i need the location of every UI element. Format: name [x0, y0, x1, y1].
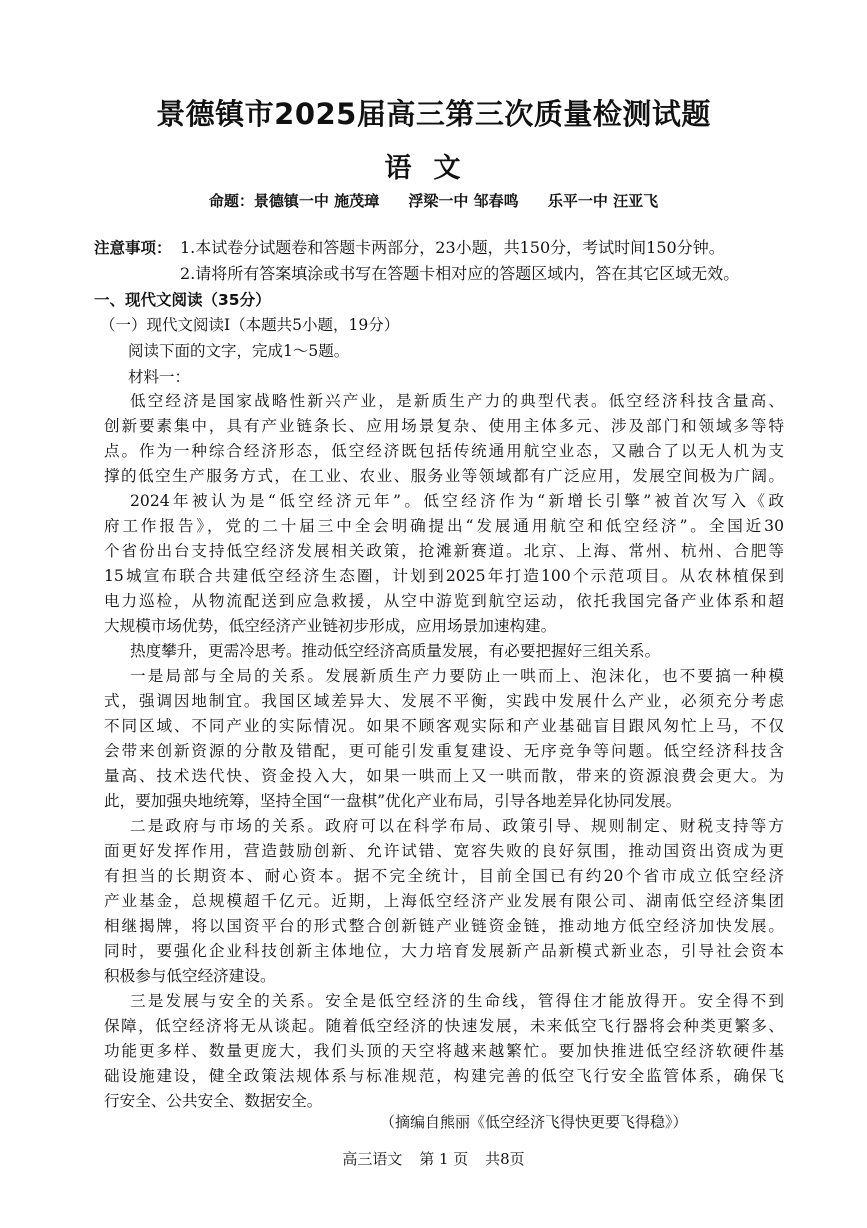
paragraph-4-line-6: 此，要加强央地统筹，坚持全国“一盘棋”优化产业布局，引导各地差异化协同发展。 — [104, 792, 682, 810]
paragraph-6-line-4: 础设施建设，健全政策法规体系与标准规范，构建完善的低空飞行安全监管体系，确保飞 — [104, 1067, 784, 1085]
paragraph-5-line-6: 同时，要强化企业科技创新主体地位，大力培育发展新产品新模式新业态，引导社会资本 — [104, 942, 784, 960]
paragraph-4-line-5: 量高、技术迭代快、资金投入大，如果一哄而上又一哄而散，带来的资源浪费会更大。为 — [104, 767, 784, 785]
author-3: 乐平一中 汪亚飞 — [547, 192, 659, 210]
author-1: 命题：景德镇一中 施茂璋 — [208, 192, 380, 210]
paragraph-1-line-2: 创新要素集中，具有产业链条长、应用场景复杂、使用主体多元、涉及部门和领域多等特 — [104, 417, 784, 435]
authors-line — [0, 190, 867, 211]
paragraph-4-line-1: 一是局部与全局的关系。发展新质生产力要防止一哄而上、泡沫化，也不要搞一种模 — [130, 667, 784, 685]
notice-label: 注意事项： — [94, 239, 172, 257]
paragraph-4-line-2: 式，强调因地制宜。我国区域差异大、发展不平衡，实践中发展什么产业，必须充分考虑 — [104, 692, 784, 710]
paragraph-2-line-6: 大规模市场优势，低空经济产业链初步形成，应用场景加速构建。 — [104, 617, 557, 635]
paragraph-2-line-3: 个省份出台支持低空经济发展相关政策，抢滩新赛道。北京、上海、常州、杭州、合肥等 — [104, 542, 784, 560]
source-citation: （摘编自熊丽《低空经济飞得快更要飞得稳》） — [380, 1113, 688, 1131]
notice-item-1: 1.本试卷分试题卷和答题卡两部分，23小题，共150分，考试时间150分钟。 — [180, 238, 725, 257]
paragraph-5-line-1: 二是政府与市场的关系。政府可以在科学布局、政策引导、规则制定、财税支持等方 — [130, 817, 784, 835]
paragraph-1-line-4: 撑的低空生产服务方式，在工业、农业、服务业等领域都有广泛应用，发展空间极为广阔。 — [104, 467, 784, 485]
instruction: 阅读下面的文字，完成1～5题。 — [128, 342, 350, 360]
paragraph-2-line-5: 电力巡检，从物流配送到应急救援，从空中游览到航空运动，依托我国完备产业体系和超 — [104, 592, 784, 610]
paragraph-6-line-1: 三是发展与安全的关系。安全是低空经济的生命线，管得住才能放得开。安全得不到 — [130, 992, 784, 1010]
footer-page-number: 第 1 页 — [419, 1150, 469, 1168]
paragraph-5-line-2: 面更好发挥作用，营造鼓励创新、允许试错、宽容失败的良好氛围，推动国资出资成为更 — [104, 842, 784, 860]
paragraph-6-line-2: 保障，低空经济将无从谈起。随着低空经济的快速发展，未来低空飞行器将会种类更繁多、 — [104, 1017, 784, 1035]
paragraph-5-line-7: 积极参与低空经济建设。 — [104, 967, 276, 985]
paragraph-3-line-1: 热度攀升，更需冷思考。推动低空经济高质量发展，有必要把握好三组关系。 — [130, 642, 661, 660]
paragraph-5-line-5: 相继揭牌，将以国资平台的形式整合创新链产业链资金链，推动地方低空经济加快发展。 — [104, 917, 784, 935]
paragraph-4-line-4: 会带来创新资源的分散及错配，更可能引发重复建设、无序竞争等问题。低空经济科技含 — [104, 742, 784, 760]
paragraph-6-line-3: 功能更多样、数量更庞大，我们头顶的天空将越来越繁忙。要加快推进低空经济软硬件基 — [104, 1042, 784, 1060]
page-footer — [0, 1148, 867, 1169]
material-label: 材料一： — [128, 368, 191, 386]
paragraph-5-line-4: 产业基金，总规模超千亿元。近期，上海低空经济产业发展有限公司、湖南低空经济集团 — [104, 892, 784, 910]
section-subheading: （一）现代文阅读Ⅰ（本题共5小题，19分） — [100, 316, 400, 334]
paragraph-2-line-4: 15城宣布联合共建低空经济生态圈，计划到2025年打造100个示范项目。从农林植保到 — [104, 567, 784, 585]
footer-total-pages: 共8页 — [485, 1150, 525, 1168]
paragraph-5-line-3: 有担当的长期资本、耐心资本。据不完全统计，目前全国已有约20个省市成立低空经济 — [104, 867, 784, 885]
paragraph-2-line-2: 府工作报告》，党的二十届三中全会明确提出“发展通用航空和低空经济”。全国近30 — [104, 517, 784, 535]
paragraph-1-line-1: 低空经济是国家战略性新兴产业，是新质生产力的典型代表。低空经济科技含量高、 — [130, 392, 784, 410]
subject-title: 语文 — [384, 153, 483, 184]
exam-title: 景德镇市2025届高三第三次质量检测试题 — [156, 97, 711, 131]
paragraph-1-line-3: 点。作为一种综合经济形态，低空经济既包括传统通用航空业态，又融合了以无人机为支 — [104, 442, 784, 460]
footer-subject: 高三语文 — [342, 1150, 403, 1168]
paragraph-2-line-1: 2024年被认为是“低空经济元年”。低空经济作为“新增长引擎”被首次写入《政 — [130, 492, 784, 510]
paragraph-4-line-3: 不同区域、不同产业的实际情况。如果不顾客观实际和产业基础盲目跟风匆忙上马，不仅 — [104, 717, 784, 735]
paragraph-6-line-5: 行安全、公共安全、数据安全。 — [104, 1092, 323, 1110]
notice-item-2: 2.请将所有答案填涂或书写在答题卡相对应的答题区域内，答在其它区域无效。 — [180, 264, 740, 283]
section-heading: 一、现代文阅读（35分） — [94, 291, 271, 309]
author-2: 浮梁一中 邹春鸣 — [408, 192, 519, 210]
